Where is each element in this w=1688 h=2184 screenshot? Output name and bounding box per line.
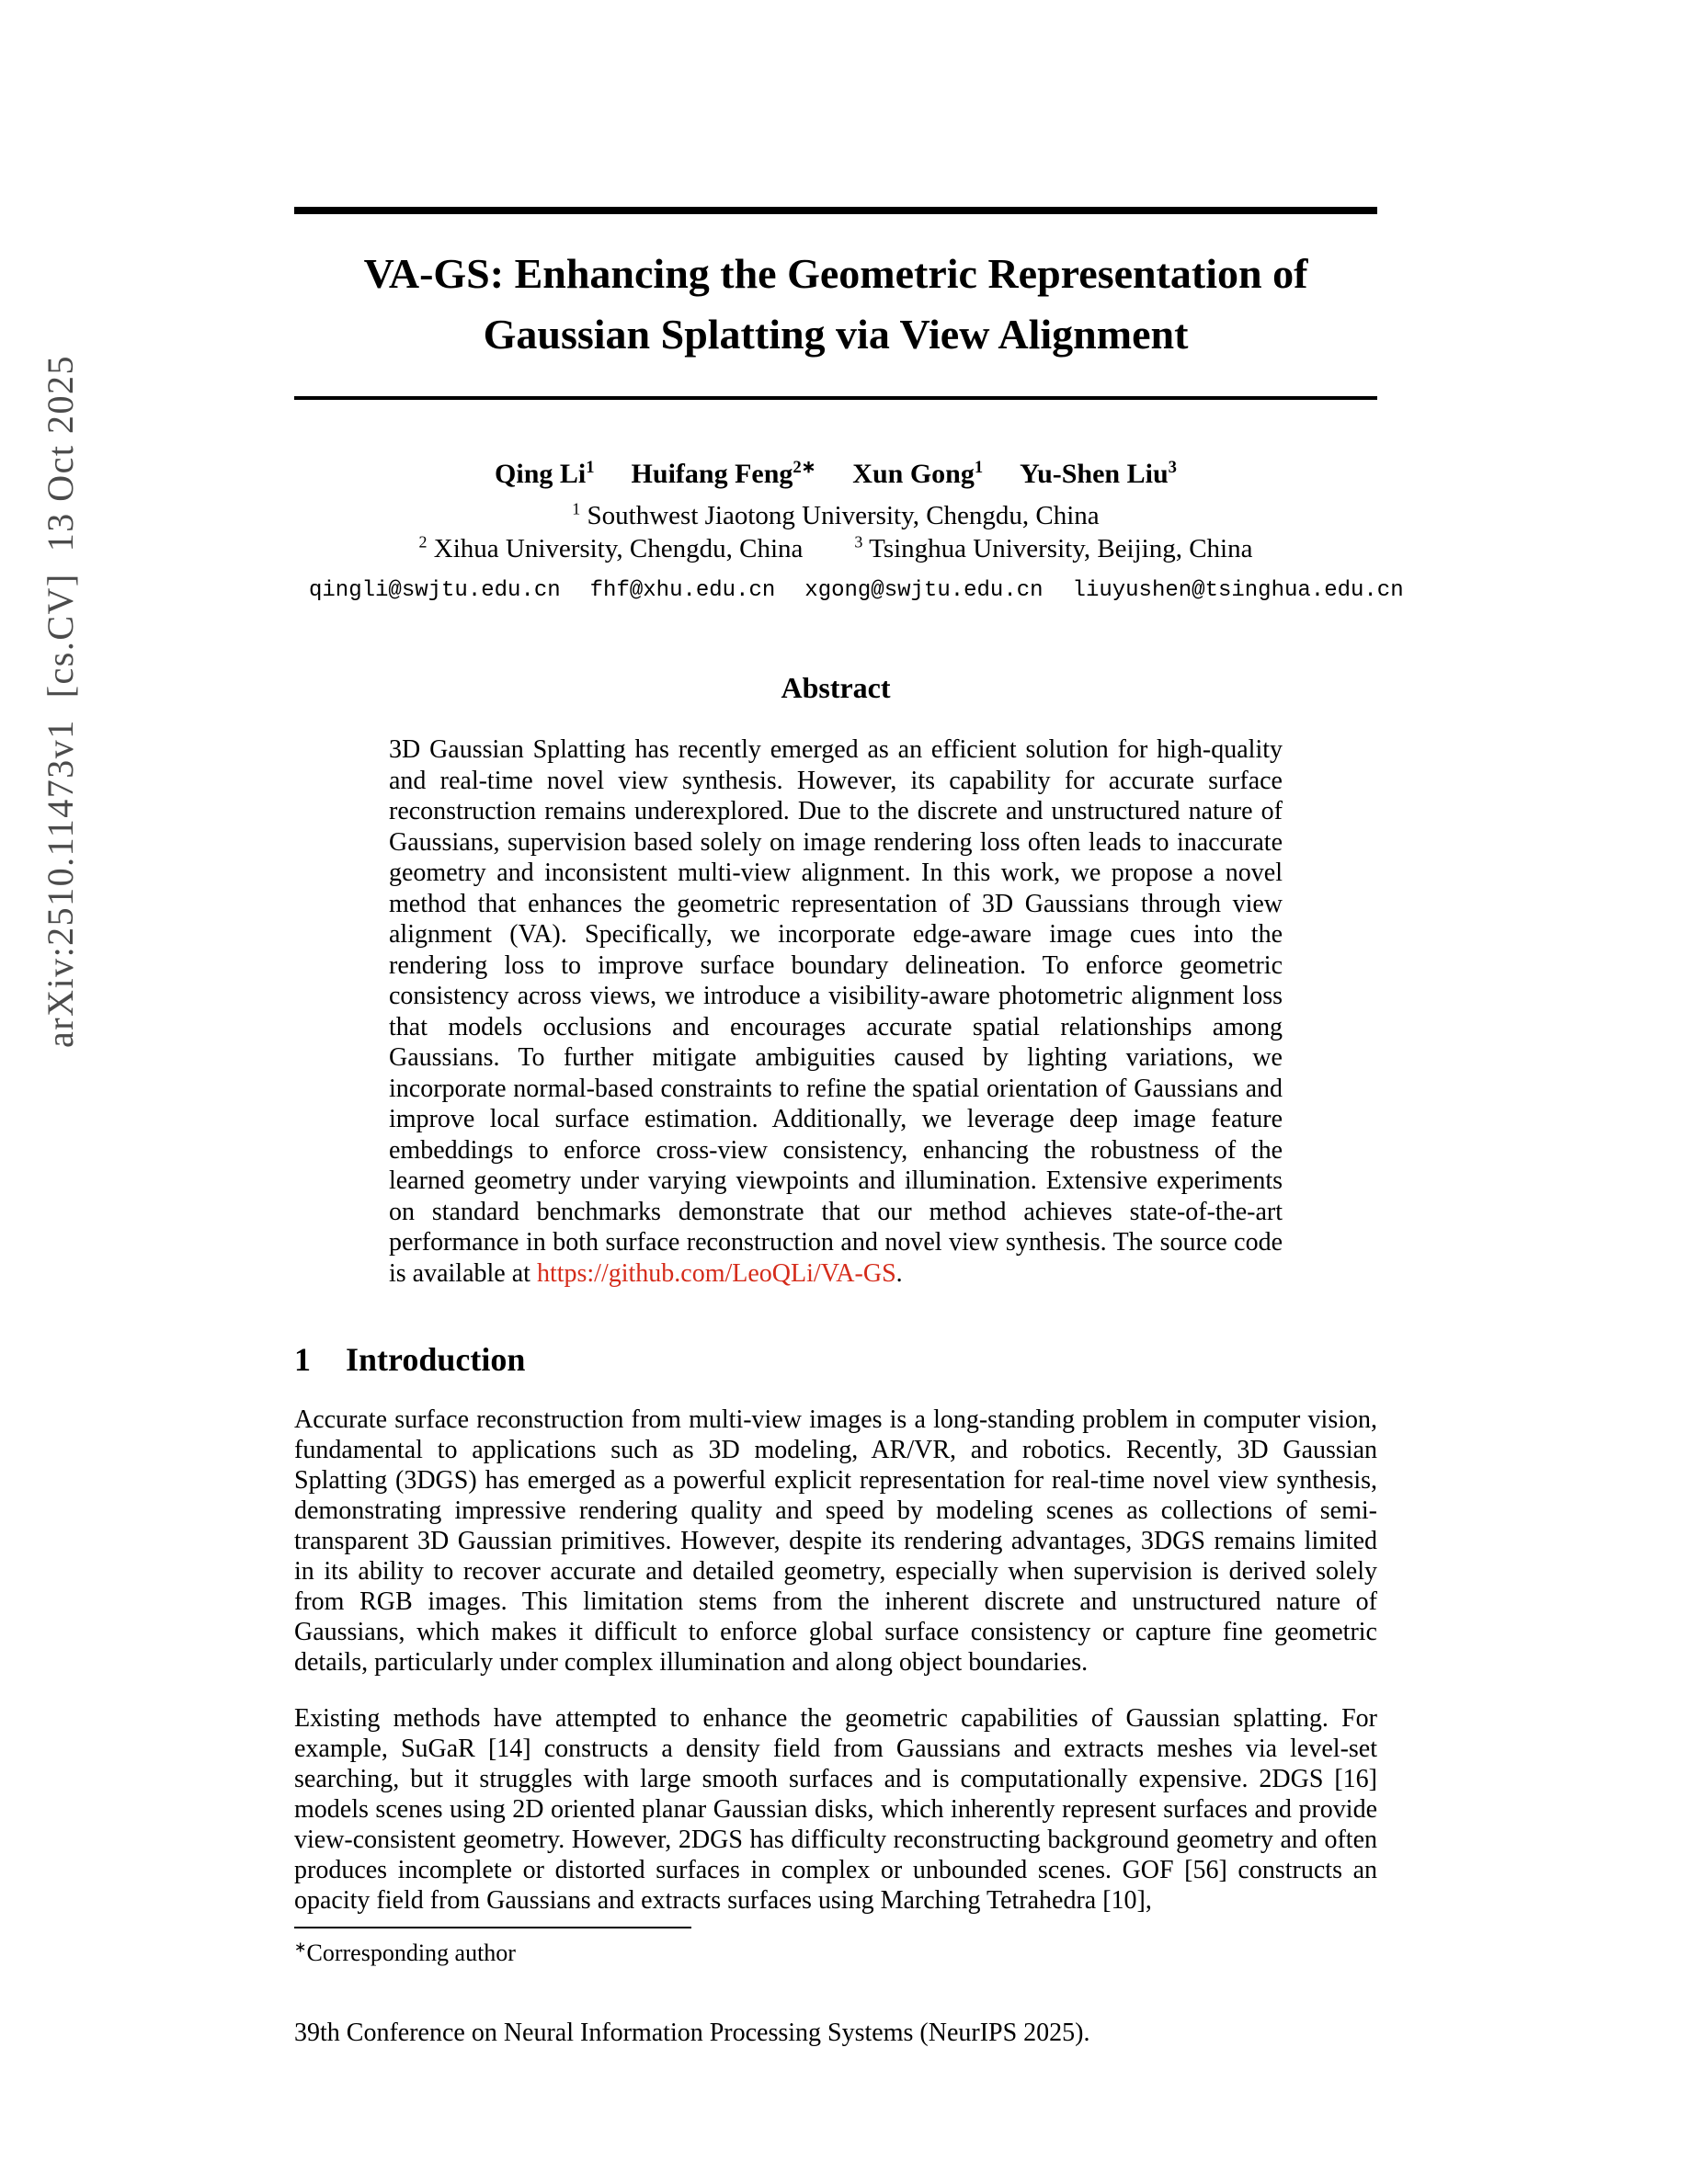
title-rule-bottom: [294, 396, 1377, 400]
author-emails: [294, 578, 1404, 603]
author: [632, 459, 816, 489]
author: [852, 459, 983, 489]
affiliation-superscript: 2: [418, 532, 428, 552]
author-superscript: 2∗: [793, 458, 816, 477]
footnote: [294, 1939, 1377, 1967]
affiliation-line-2: [294, 532, 1377, 565]
affiliation-text: Tsinghua University, Beijing, China: [869, 534, 1253, 563]
section-number: 1: [294, 1341, 311, 1378]
author-email: fhf@xhu.edu.cn: [589, 578, 776, 603]
footnote-marker: ∗: [294, 1939, 307, 1956]
author: [495, 459, 595, 489]
author-superscript: 1: [586, 458, 595, 477]
paper-title-line1: VA-GS: Enhancing the Geometric Representation of: [363, 250, 1308, 297]
introduction-paragraph-2: Existing methods have attempted to enhance the geometric capabilities of Gaussian splatting. For example, SuGaR [14] constructs a density field from Gaussians and extracts meshes via level-set searching, but it struggles with large smooth surfaces and is computationally expensive. 2DGS [16] models scenes using 2D oriented planar Gaussian disks, which inherently represent surfaces and provide view-consistent geometry. However, 2DGS has difficulty reconstructing background geometry and often produces incomplete or distorted surfaces in complex or unbounded scenes. GOF [56] constructs an opacity field from Gaussians and extracts surfaces using Marching Tetrahedra [10],: [294, 1704, 1377, 1915]
abstract-trailing-period: .: [895, 1258, 903, 1288]
author-name: Huifang Feng: [631, 459, 793, 489]
footnote-label: Corresponding author: [306, 1939, 516, 1966]
abstract-body-text: 3D Gaussian Splatting has recently emerged as an efficient solution for high-quality and real-time novel view synthesis. However, its capability for accurate surface reconstruction remains underexplored. Due to the discrete and unstructured nature of Gaussians, supervision based solely on image rendering loss often leads to inaccurate geometry and inconsistent multi-view alignment. In this work, we propose a novel method that enhances the geometric representation of 3D Gaussians through view alignment (VA). Specifically, we incorporate edge-aware image cues into the rendering loss to improve surface boundary delineation. To enforce geometric consistency across views, we introduce a visibility-aware photometric alignment loss that models occlusions and encourages accurate spatial relationships among Gaussians. To further mitigate ambiguities caused by lighting variations, we incorporate normal-based constraints to refine the spatial orientation of Gaussians and improve local surface estimation. Additionally, we leverage deep image feature embeddings to enforce cross-view consistency, enhancing the robustness of the learned geometry under varying viewpoints and illumination. Extensive experiments on standard benchmarks demonstrate that our method achieves state-of-the-art performance in both surface reconstruction and novel view synthesis. The source code is available at: [389, 735, 1283, 1288]
page-bottom: [294, 1921, 1377, 2184]
author-email: qingli@swjtu.edu.cn: [309, 578, 561, 603]
author-line: [294, 459, 1377, 490]
section-heading-introduction: [294, 1340, 1377, 1379]
abstract-section: [389, 671, 1283, 1289]
author-name: Qing Li: [495, 459, 587, 489]
author-name: Xun Gong: [852, 459, 975, 489]
affiliation-line-1: [294, 499, 1377, 532]
title-rule-top: [294, 207, 1377, 214]
introduction-paragraph-1: Accurate surface reconstruction from multi-view images is a long-standing problem in computer vision, fundamental to applications such as 3D modeling, AR/VR, and robotics. Recently, 3D Gaussian Splatting (3DGS) has emerged as a powerful explicit representation for real-time novel view synthesis, demonstrating impressive rendering quality and speed by modeling scenes as collections of semi-transparent 3D Gaussian primitives. However, despite its rendering advantages, 3DGS remains limited in its ability to recover accurate and detailed geometry, especially when supervision is derived solely from RGB images. This limitation stems from the inherent discrete and unstructured nature of Gaussians, which makes it difficult to enforce global surface consistency or capture fine geometric details, particularly under complex illumination and along object boundaries.: [294, 1405, 1377, 1677]
paper-title: [294, 244, 1377, 365]
author: [1020, 459, 1177, 489]
footnote-rule: [294, 1927, 691, 1928]
content-column: [294, 0, 1404, 1916]
author-superscript: 1: [974, 458, 984, 477]
affiliation-text: Xihua University, Chengdu, China: [433, 534, 804, 563]
affiliation-superscript: 1: [572, 499, 581, 518]
author-email: liuyushen@tsinghua.edu.cn: [1072, 578, 1404, 603]
affiliation-superscript: 3: [854, 532, 863, 552]
paper-title-line2: Gaussian Splatting via View Alignment: [483, 311, 1189, 358]
conference-footer: 39th Conference on Neural Information Processing Systems (NeurIPS 2025).: [294, 2019, 1090, 2047]
arxiv-stamp: arXiv:2510.11473v1 [cs.CV] 13 Oct 2025: [40, 355, 81, 1048]
author-name: Yu-Shen Liu: [1020, 459, 1169, 489]
source-code-link[interactable]: https://github.com/LeoQLi/VA-GS: [536, 1258, 896, 1288]
affiliation-text: Southwest Jiaotong University, Chengdu, China: [587, 501, 1100, 530]
section-title: Introduction: [346, 1341, 526, 1378]
author-superscript: 3: [1168, 458, 1177, 477]
abstract-text: [389, 734, 1283, 1289]
author-email: xgong@swjtu.edu.cn: [804, 578, 1044, 603]
abstract-heading: Abstract: [781, 671, 891, 704]
